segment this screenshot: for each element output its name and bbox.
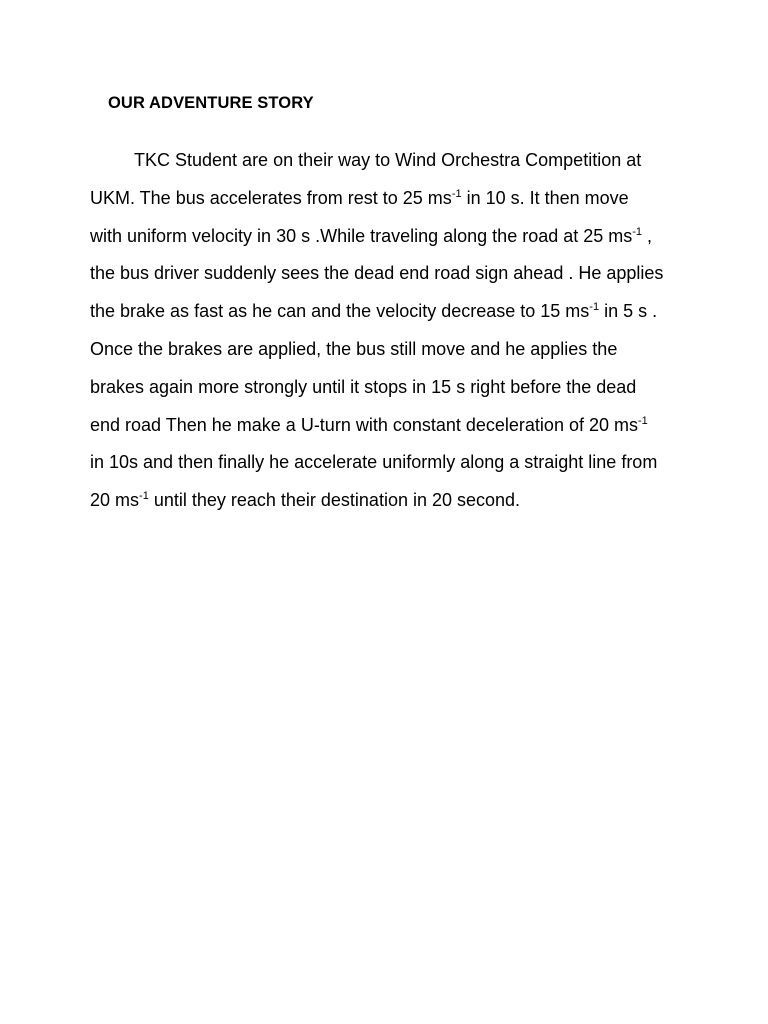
line-text: TKC Student are on their way to Wind Orchestra Competition at xyxy=(134,150,642,170)
line-text: until they reach their destination in 20 second. xyxy=(148,490,521,511)
paragraph-line xyxy=(90,180,730,218)
paragraph-line xyxy=(90,407,730,445)
line-text: in 10s and then finally he accelerate uniformly along a straight line from xyxy=(90,452,658,473)
superscript-exponent: -1 xyxy=(632,225,643,238)
line-text: the brake as fast as he can and the velocity decrease to 15 ms xyxy=(90,301,590,322)
superscript-exponent: -1 xyxy=(451,187,462,200)
line-text: with uniform velocity in 30 s .While traveling along the road at 25 ms xyxy=(90,225,633,246)
line-text: UKM. The bus accelerates from rest to 25 ms xyxy=(90,187,452,208)
paragraph-line xyxy=(90,444,730,482)
line-text: the bus driver suddenly sees the dead end road sign ahead . He applies xyxy=(90,263,664,284)
line-text: Once the brakes are applied, the bus still move and he applies the xyxy=(90,338,618,359)
paragraph-line xyxy=(90,331,730,369)
line-text: in 5 s . xyxy=(599,301,658,322)
paragraph-line xyxy=(90,255,730,293)
line-text: end road Then he make a U-turn with constant deceleration of 20 ms xyxy=(90,414,638,435)
superscript-exponent: -1 xyxy=(637,414,648,427)
superscript-exponent: -1 xyxy=(589,301,600,314)
story-paragraph xyxy=(90,142,730,520)
paragraph-line xyxy=(90,142,730,180)
line-text: brakes again more strongly until it stops in 15 s right before the dead xyxy=(90,376,637,397)
line-text: in 10 s. It then move xyxy=(461,187,629,208)
superscript-exponent: -1 xyxy=(139,490,149,503)
paragraph-line xyxy=(90,293,730,331)
paragraph-line xyxy=(90,218,730,256)
line-text: , xyxy=(642,225,653,246)
document-title: OUR ADVENTURE STORY xyxy=(108,94,314,112)
line-text: 20 ms xyxy=(90,490,140,511)
paragraph-line xyxy=(90,369,730,407)
paragraph-line xyxy=(90,482,730,520)
